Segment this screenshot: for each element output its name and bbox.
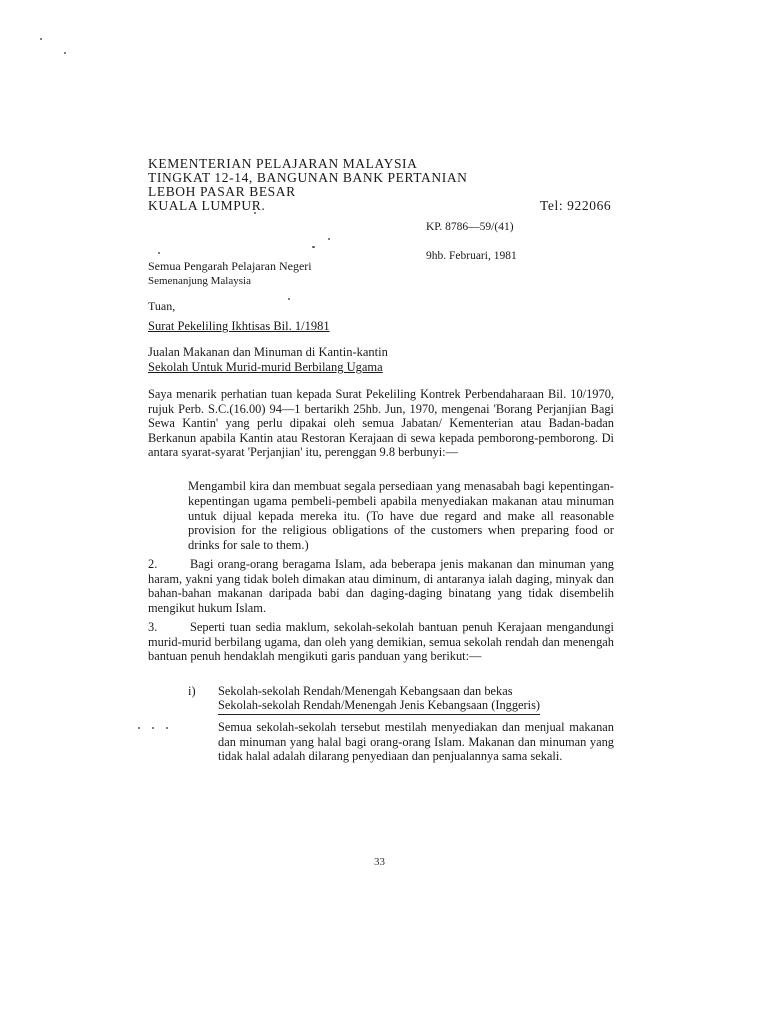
item-i-number: i) [188, 684, 196, 698]
letterhead-building: TINGKAT 12-14, BANGUNAN BANK PERTANIAN [148, 170, 468, 185]
item-i-heading-line-2 [218, 698, 540, 715]
item-i-heading-underlined: Sekolah-sekolah Rendah/Menengah Jenis Kebangsaan (Inggeris) [218, 698, 540, 715]
paragraph-1: Saya menarik perhatian tuan kepada Surat Pekeliling Kontrek Perbendaharaan Bil. 10/1970, rujuk Perb. S.C.(16.00) 94—1 bertarikh 25hb. Jun, 1970, mengenai 'Borang Perjanjian Bagi Sewa Kantin' yang perlu dipakai oleh semua Jabatan/ Kementerian atau Badan-badan Berkanun apabila Kantin atau Restoran Kerajaan di sewa kepada pemborong-pemborong. Di antara syarat-syarat 'Perjanjian' itu, perenggan 9.8 berbunyi:— [148, 387, 614, 460]
paragraph-2: Bagi orang-orang beragama Islam, ada beberapa jenis makanan dan minuman yang haram, yakni yang tidak boleh dimakan atau diminum, di antaranya ialah daging, minyak dan bahan-bahan makanan daripada babi dan daging-daging binatang yang tidak disembelih mengikut hukum Islam. [148, 557, 614, 615]
paragraph-2-number: 2. [148, 557, 158, 571]
paragraph-3-number: 3. [148, 620, 158, 634]
scan-speck [328, 238, 330, 240]
subject-line-1: Jualan Makanan dan Minuman di Kantin-kantin [148, 345, 388, 359]
circular-title: Surat Pekeliling Ikhtisas Bil. 1/1981 [148, 319, 330, 333]
page-number: 33 [374, 856, 385, 868]
subject-line-2: Sekolah Untuk Murid-murid Berbilang Ugama [148, 360, 383, 374]
recipient-line-1: Semua Pengarah Pelajaran Negeri [148, 259, 312, 273]
letterhead-street: LEBOH PASAR BESAR [148, 184, 296, 199]
scan-speck [152, 727, 154, 729]
scan-speck [138, 727, 140, 729]
letterhead-telephone: Tel: 922066 [540, 198, 612, 213]
letterhead-city: KUALA LUMPUR. [148, 198, 266, 213]
scan-speck [40, 38, 42, 40]
recipient-line-2: Semenanjung Malaysia [148, 275, 251, 287]
item-i-body: Semua sekolah-sekolah tersebut mestilah menyediakan dan menjual makanan dan minuman yang halal bagi orang-orang Islam. Makanan dan minuman yang tidak halal adalah dilarang penyediaan dan penjualannya sama sekali. [218, 720, 614, 764]
quoted-clause: Mengambil kira dan membuat segala persediaan yang menasabah bagi kepentingan-kepentingan ugama pembeli-pembeli apabila menyediakan makanan atau minuman untuk dijual kepada mereka itu. (To have due regard and make all reasonable provision for the religious obligations of the customers when preparing food or drinks for sale to them.) [188, 479, 614, 553]
letter-date: 9hb. Februari, 1981 [426, 250, 517, 262]
paragraph-3: Seperti tuan sedia maklum, sekolah-sekolah bantuan penuh Kerajaan mengandungi murid-murid berbilang ugama, dan oleh yang demikian, semua sekolah rendah dan menengah bantuan penuh hendaklah mengikuti garis panduan yang berikut:— [148, 620, 614, 664]
scan-speck [288, 298, 290, 300]
reference-number: KP. 8786—59/(41) [426, 221, 514, 233]
scan-speck [312, 246, 315, 248]
item-i-heading-line-1: Sekolah-sekolah Rendah/Menengah Kebangsaan dan bekas [218, 684, 513, 698]
scan-speck [64, 52, 66, 54]
scan-speck [166, 727, 168, 729]
letterhead-ministry: KEMENTERIAN PELAJARAN MALAYSIA [148, 156, 418, 171]
salutation: Tuan, [148, 299, 176, 313]
scan-speck [158, 252, 160, 254]
